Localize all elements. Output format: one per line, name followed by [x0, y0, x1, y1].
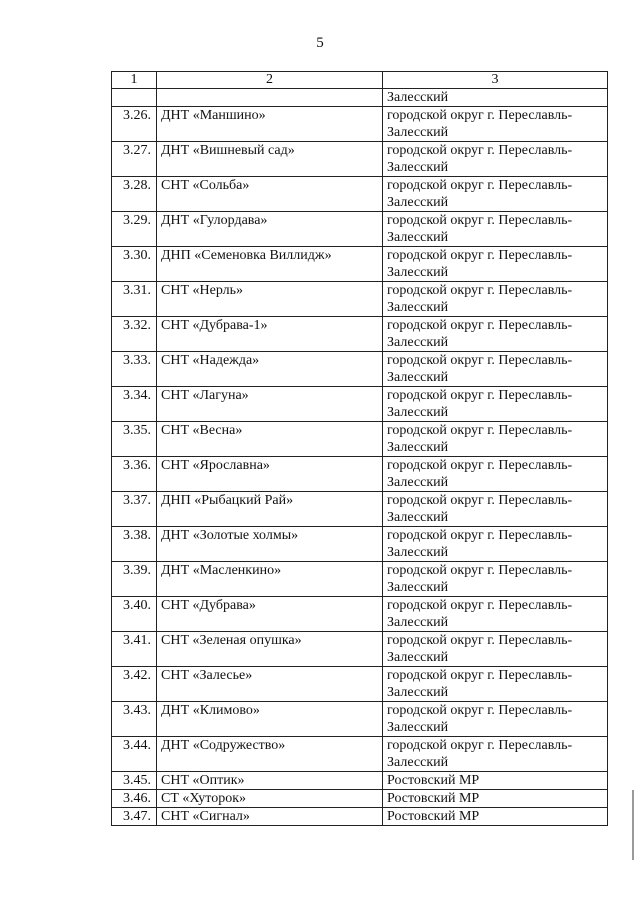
- location-line: городской округ г. Переславль-: [387, 108, 573, 123]
- cell-name: СНТ «Весна»: [157, 422, 383, 457]
- cell-name: ДНП «Рыбацкий Рай»: [157, 492, 383, 527]
- location-line: городской округ г. Переславль-: [387, 458, 573, 473]
- cell-location: [383, 107, 608, 142]
- cell-number: 3.38.: [112, 527, 157, 562]
- location-line: Ростовский МР: [387, 809, 480, 824]
- column-header-number: 1: [112, 72, 157, 89]
- cell-name: ДНТ «Масленкино»: [157, 562, 383, 597]
- location-line: городской округ г. Переславль-: [387, 178, 573, 193]
- table-header-row: [112, 72, 608, 89]
- table-row-continuation: [112, 89, 608, 107]
- cell-location: [383, 667, 608, 702]
- table-row: [112, 790, 608, 808]
- table-row: [112, 808, 608, 826]
- cell-number: 3.47.: [112, 808, 157, 826]
- cell-location: [383, 562, 608, 597]
- location-line: Залесский: [387, 125, 449, 140]
- cell-location: [383, 422, 608, 457]
- cell-location: [383, 772, 608, 790]
- cell-name: СНТ «Лагуна»: [157, 387, 383, 422]
- location-line: городской округ г. Переславль-: [387, 248, 573, 263]
- location-line: городской округ г. Переславль-: [387, 493, 573, 508]
- location-line: Залесский: [387, 510, 449, 525]
- location-line: городской округ г. Переславль-: [387, 598, 573, 613]
- cell-name: ДНТ «Маншино»: [157, 107, 383, 142]
- cell-location: [383, 790, 608, 808]
- location-line: Залесский: [387, 300, 449, 315]
- organizations-table: [111, 71, 608, 826]
- location-line: Залесский: [387, 580, 449, 595]
- location-line: городской округ г. Переславль-: [387, 423, 573, 438]
- cell-location: [383, 457, 608, 492]
- cell-number: 3.43.: [112, 702, 157, 737]
- scan-edge-mark: [632, 790, 634, 860]
- cell-name: СНТ «Ярославна»: [157, 457, 383, 492]
- table-row: [112, 247, 608, 282]
- location-line: Залесский: [387, 440, 449, 455]
- cell-location: [383, 632, 608, 667]
- cell-number: 3.37.: [112, 492, 157, 527]
- cell-number: 3.44.: [112, 737, 157, 772]
- location-line: городской округ г. Переславль-: [387, 388, 573, 403]
- cell-name: СНТ «Оптик»: [157, 772, 383, 790]
- table-row: [112, 107, 608, 142]
- location-line: Залесский: [387, 160, 449, 175]
- cell-name: СНТ «Надежда»: [157, 352, 383, 387]
- location-line: Залесский: [387, 615, 449, 630]
- cell-number: 3.36.: [112, 457, 157, 492]
- cell-location: [383, 387, 608, 422]
- cell-name: [157, 89, 383, 107]
- location-line: Залесский: [387, 755, 449, 770]
- cell-number: [112, 89, 157, 107]
- location-line: городской округ г. Переславль-: [387, 318, 573, 333]
- cell-location: Залесский: [383, 89, 608, 107]
- cell-number: 3.31.: [112, 282, 157, 317]
- cell-location: [383, 597, 608, 632]
- table-row: [112, 562, 608, 597]
- table-row: [112, 212, 608, 247]
- cell-number: 3.40.: [112, 597, 157, 632]
- cell-name: СНТ «Нерль»: [157, 282, 383, 317]
- cell-location: [383, 317, 608, 352]
- table-row: [112, 422, 608, 457]
- cell-name: ДНТ «Вишневый сад»: [157, 142, 383, 177]
- cell-name: СНТ «Сольба»: [157, 177, 383, 212]
- table-row: [112, 702, 608, 737]
- location-line: городской округ г. Переславль-: [387, 283, 573, 298]
- cell-name: СНТ «Дубрава-1»: [157, 317, 383, 352]
- cell-number: 3.30.: [112, 247, 157, 282]
- location-line: Залесский: [387, 475, 449, 490]
- page-number: 5: [316, 35, 324, 51]
- location-line: Залесский: [387, 335, 449, 350]
- cell-location: [383, 282, 608, 317]
- cell-location: [383, 142, 608, 177]
- table-row: [112, 142, 608, 177]
- table-row: [112, 772, 608, 790]
- cell-location: [383, 212, 608, 247]
- table-row: [112, 632, 608, 667]
- cell-location: [383, 737, 608, 772]
- cell-location: [383, 247, 608, 282]
- location-line: Залесский: [387, 685, 449, 700]
- table-row: [112, 457, 608, 492]
- cell-location: [383, 492, 608, 527]
- cell-name: СНТ «Залесье»: [157, 667, 383, 702]
- location-line: Залесский: [387, 720, 449, 735]
- column-header-name: 2: [157, 72, 383, 89]
- cell-name: СНТ «Сигнал»: [157, 808, 383, 826]
- location-line: городской округ г. Переславль-: [387, 668, 573, 683]
- cell-name: СТ «Хуторок»: [157, 790, 383, 808]
- location-line: Залесский: [387, 405, 449, 420]
- cell-location: [383, 177, 608, 212]
- table-row: [112, 387, 608, 422]
- cell-number: 3.39.: [112, 562, 157, 597]
- cell-number: 3.45.: [112, 772, 157, 790]
- table-row: [112, 527, 608, 562]
- cell-name: ДНТ «Климово»: [157, 702, 383, 737]
- cell-location: [383, 352, 608, 387]
- location-line: Залесский: [387, 195, 449, 210]
- table-row: [112, 492, 608, 527]
- cell-number: 3.46.: [112, 790, 157, 808]
- cell-number: 3.41.: [112, 632, 157, 667]
- location-line: городской округ г. Переславль-: [387, 143, 573, 158]
- location-line: Ростовский МР: [387, 791, 480, 806]
- table-row: [112, 282, 608, 317]
- cell-number: 3.29.: [112, 212, 157, 247]
- location-line: Ростовский МР: [387, 773, 480, 788]
- cell-location: [383, 527, 608, 562]
- cell-name: ДНП «Семеновка Виллидж»: [157, 247, 383, 282]
- cell-number: 3.42.: [112, 667, 157, 702]
- location-line: городской округ г. Переславль-: [387, 703, 573, 718]
- table-row: [112, 597, 608, 632]
- cell-name: СНТ «Дубрава»: [157, 597, 383, 632]
- table-row: [112, 667, 608, 702]
- cell-name: ДНТ «Золотые холмы»: [157, 527, 383, 562]
- cell-name: СНТ «Зеленая опушка»: [157, 632, 383, 667]
- cell-number: 3.34.: [112, 387, 157, 422]
- cell-number: 3.35.: [112, 422, 157, 457]
- cell-number: 3.27.: [112, 142, 157, 177]
- column-header-location: 3: [383, 72, 608, 89]
- location-line: Залесский: [387, 265, 449, 280]
- location-line: городской округ г. Переславль-: [387, 563, 573, 578]
- table-row: [112, 177, 608, 212]
- location-line: городской округ г. Переславль-: [387, 213, 573, 228]
- table-row: [112, 317, 608, 352]
- cell-number: 3.26.: [112, 107, 157, 142]
- cell-location: [383, 702, 608, 737]
- location-line: Залесский: [387, 650, 449, 665]
- location-line: городской округ г. Переславль-: [387, 353, 573, 368]
- location-line: Залесский: [387, 545, 449, 560]
- table-row: [112, 352, 608, 387]
- cell-location: [383, 808, 608, 826]
- cell-name: ДНТ «Содружество»: [157, 737, 383, 772]
- location-line: Залесский: [387, 230, 449, 245]
- cell-name: ДНТ «Гулордава»: [157, 212, 383, 247]
- location-line: городской округ г. Переславль-: [387, 633, 573, 648]
- cell-number: 3.33.: [112, 352, 157, 387]
- table-row: [112, 737, 608, 772]
- cell-number: 3.28.: [112, 177, 157, 212]
- location-line: Залесский: [387, 370, 449, 385]
- location-line: городской округ г. Переславль-: [387, 528, 573, 543]
- location-line: городской округ г. Переславль-: [387, 738, 573, 753]
- cell-number: 3.32.: [112, 317, 157, 352]
- table-body: [112, 89, 608, 826]
